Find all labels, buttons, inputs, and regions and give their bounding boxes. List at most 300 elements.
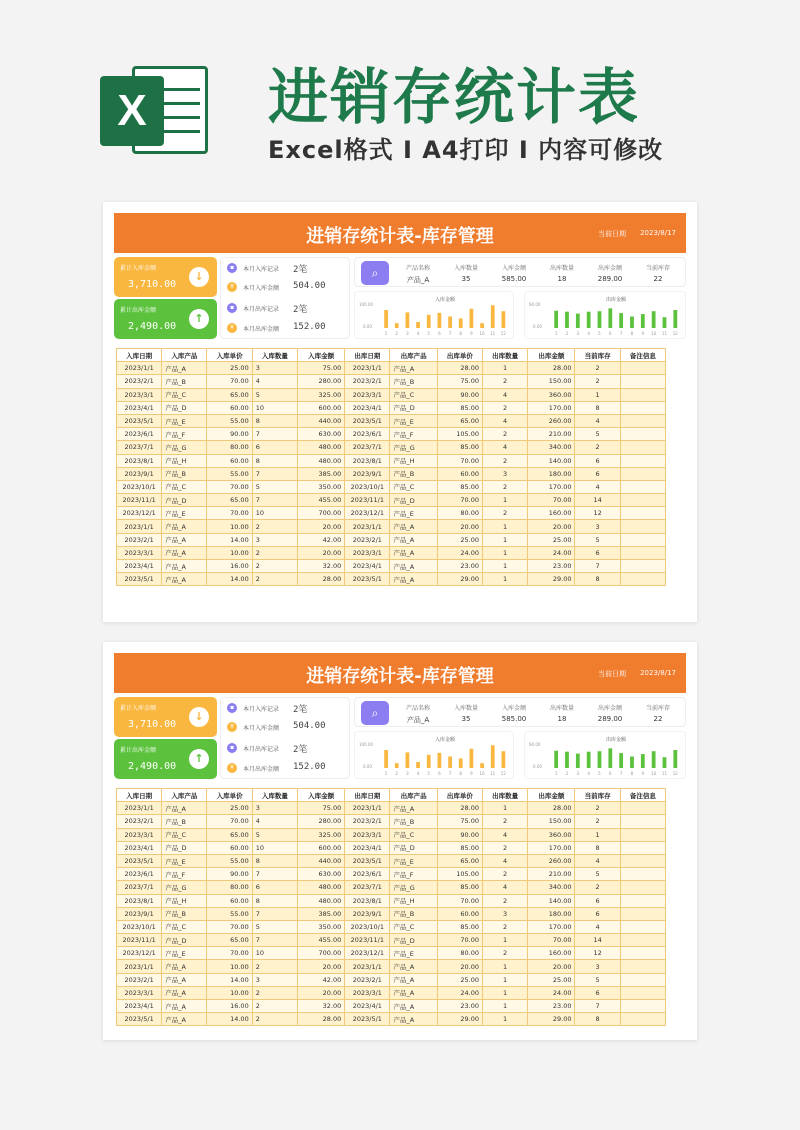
table-cell[interactable] [620, 960, 665, 973]
table-cell[interactable]: 6 [252, 881, 297, 894]
table-cell[interactable]: 2023/7/1 [345, 881, 390, 894]
table-cell[interactable]: 4 [482, 881, 527, 894]
table-cell[interactable]: 16.00 [207, 560, 252, 573]
table-cell[interactable]: 280.00 [297, 375, 344, 388]
table-cell[interactable]: 70.00 [207, 815, 252, 828]
table-cell[interactable]: 2023/1/1 [117, 802, 162, 815]
table-cell[interactable]: 2023/1/1 [345, 520, 390, 533]
table-cell[interactable] [620, 947, 665, 960]
table-cell[interactable]: 4 [575, 480, 620, 493]
table-cell[interactable]: 2023/10/1 [345, 480, 390, 493]
table-cell[interactable]: 60.00 [207, 454, 252, 467]
table-cell[interactable]: 360.00 [528, 388, 575, 401]
table-cell[interactable]: 产品_D [162, 934, 207, 947]
table-cell[interactable]: 产品_C [390, 920, 437, 933]
table-cell[interactable]: 5 [575, 533, 620, 546]
table-cell[interactable]: 29.00 [437, 573, 482, 586]
table-cell[interactable]: 5 [252, 920, 297, 933]
table-cell[interactable]: 4 [482, 441, 527, 454]
magnifier-icon[interactable]: ⌕ [361, 701, 389, 725]
table-cell[interactable]: 2023/11/1 [117, 934, 162, 947]
table-cell[interactable]: 2023/3/1 [117, 828, 162, 841]
table-cell[interactable]: 8 [252, 854, 297, 867]
table-cell[interactable]: 80.00 [207, 881, 252, 894]
table-cell[interactable] [620, 920, 665, 933]
table-cell[interactable]: 150.00 [528, 815, 575, 828]
table-cell[interactable]: 2 [482, 868, 527, 881]
table-cell[interactable]: 10.00 [207, 986, 252, 999]
table-cell[interactable]: 20.00 [437, 520, 482, 533]
table-cell[interactable]: 20.00 [437, 960, 482, 973]
table-cell[interactable]: 32.00 [297, 560, 344, 573]
table-cell[interactable]: 产品_C [162, 828, 207, 841]
table-cell[interactable]: 3 [252, 973, 297, 986]
table-cell[interactable]: 28.00 [528, 362, 575, 375]
table-cell[interactable] [620, 868, 665, 881]
table-cell[interactable] [620, 494, 665, 507]
table-cell[interactable]: 1 [482, 494, 527, 507]
table-cell[interactable]: 1 [482, 520, 527, 533]
table-cell[interactable]: 5 [575, 973, 620, 986]
table-cell[interactable]: 2023/8/1 [345, 894, 390, 907]
table-cell[interactable]: 65.00 [207, 934, 252, 947]
table-cell[interactable]: 产品_A [390, 546, 437, 559]
table-cell[interactable]: 32.00 [297, 1000, 344, 1013]
table-cell[interactable]: 480.00 [297, 894, 344, 907]
table-cell[interactable] [620, 546, 665, 559]
table-cell[interactable]: 8 [252, 894, 297, 907]
table-cell[interactable]: 2 [482, 894, 527, 907]
table-cell[interactable]: 2023/4/1 [345, 560, 390, 573]
table-cell[interactable]: 2023/2/1 [345, 973, 390, 986]
table-cell[interactable]: 55.00 [207, 414, 252, 427]
table-cell[interactable]: 25.00 [207, 362, 252, 375]
table-cell[interactable]: 3 [252, 533, 297, 546]
table-cell[interactable]: 150.00 [528, 375, 575, 388]
table-cell[interactable]: 产品_H [390, 454, 437, 467]
table-cell[interactable]: 1 [482, 546, 527, 559]
table-cell[interactable] [620, 375, 665, 388]
table-cell[interactable]: 210.00 [528, 868, 575, 881]
table-cell[interactable]: 10 [252, 841, 297, 854]
table-cell[interactable]: 6 [575, 546, 620, 559]
table-cell[interactable]: 3 [575, 960, 620, 973]
table-cell[interactable]: 90.00 [437, 388, 482, 401]
table-cell[interactable]: 2023/8/1 [117, 454, 162, 467]
table-cell[interactable]: 产品_B [390, 467, 437, 480]
table-cell[interactable]: 8 [575, 1013, 620, 1026]
table-cell[interactable]: 2 [575, 815, 620, 828]
table-cell[interactable]: 29.00 [437, 1013, 482, 1026]
table-cell[interactable]: 23.00 [528, 560, 575, 573]
table-cell[interactable]: 55.00 [207, 467, 252, 480]
table-cell[interactable]: 23.00 [437, 1000, 482, 1013]
table-cell[interactable]: 产品_C [162, 388, 207, 401]
table-cell[interactable]: 80.00 [437, 947, 482, 960]
table-cell[interactable]: 产品_D [162, 401, 207, 414]
table-cell[interactable]: 455.00 [297, 934, 344, 947]
table-cell[interactable]: 24.00 [437, 986, 482, 999]
table-cell[interactable]: 12 [575, 507, 620, 520]
table-cell[interactable]: 10 [252, 507, 297, 520]
table-cell[interactable]: 产品_A [390, 560, 437, 573]
table-cell[interactable] [620, 973, 665, 986]
table-cell[interactable]: 6 [575, 986, 620, 999]
table-cell[interactable]: 2023/3/1 [345, 828, 390, 841]
table-cell[interactable]: 1 [482, 1013, 527, 1026]
table-cell[interactable]: 2023/12/1 [345, 947, 390, 960]
table-cell[interactable]: 85.00 [437, 881, 482, 894]
table-cell[interactable]: 5 [252, 828, 297, 841]
table-cell[interactable]: 2023/5/1 [117, 854, 162, 867]
table-cell[interactable] [620, 362, 665, 375]
table-cell[interactable]: 85.00 [437, 401, 482, 414]
table-cell[interactable]: 385.00 [297, 467, 344, 480]
table-cell[interactable]: 6 [575, 907, 620, 920]
table-cell[interactable]: 产品_A [162, 520, 207, 533]
table-cell[interactable]: 2023/6/1 [117, 428, 162, 441]
table-cell[interactable]: 产品_A [162, 560, 207, 573]
table-cell[interactable]: 产品_D [162, 841, 207, 854]
table-cell[interactable]: 4 [252, 815, 297, 828]
table-cell[interactable]: 2023/12/1 [117, 947, 162, 960]
table-cell[interactable]: 产品_A [390, 362, 437, 375]
table-cell[interactable]: 2023/12/1 [345, 507, 390, 520]
table-cell[interactable] [620, 441, 665, 454]
table-cell[interactable]: 6 [575, 467, 620, 480]
table-cell[interactable]: 70.00 [437, 934, 482, 947]
table-cell[interactable]: 产品_B [162, 815, 207, 828]
table-cell[interactable]: 140.00 [528, 894, 575, 907]
table-cell[interactable]: 8 [575, 401, 620, 414]
table-cell[interactable]: 440.00 [297, 854, 344, 867]
table-cell[interactable]: 2023/5/1 [345, 414, 390, 427]
table-cell[interactable]: 170.00 [528, 920, 575, 933]
table-cell[interactable]: 85.00 [437, 920, 482, 933]
table-cell[interactable]: 2023/10/1 [345, 920, 390, 933]
table-cell[interactable]: 2023/5/1 [117, 1013, 162, 1026]
table-cell[interactable]: 2023/3/1 [345, 388, 390, 401]
table-cell[interactable]: 20.00 [297, 960, 344, 973]
table-cell[interactable]: 2023/3/1 [345, 986, 390, 999]
table-cell[interactable]: 2023/2/1 [345, 815, 390, 828]
table-cell[interactable]: 2023/9/1 [345, 467, 390, 480]
table-cell[interactable] [620, 815, 665, 828]
table-cell[interactable]: 2023/9/1 [345, 907, 390, 920]
table-cell[interactable]: 2023/9/1 [117, 467, 162, 480]
table-cell[interactable]: 2 [252, 960, 297, 973]
table-cell[interactable]: 2023/3/1 [117, 388, 162, 401]
table-cell[interactable]: 1 [482, 573, 527, 586]
table-cell[interactable]: 2023/5/1 [117, 414, 162, 427]
table-cell[interactable]: 2023/4/1 [117, 560, 162, 573]
table-cell[interactable]: 1 [482, 362, 527, 375]
table-cell[interactable]: 2023/2/1 [117, 973, 162, 986]
table-cell[interactable]: 产品_G [162, 881, 207, 894]
table-cell[interactable]: 28.00 [297, 1013, 344, 1026]
table-cell[interactable]: 350.00 [297, 480, 344, 493]
table-cell[interactable]: 产品_A [162, 802, 207, 815]
table-cell[interactable]: 2 [482, 841, 527, 854]
table-cell[interactable]: 2023/6/1 [117, 868, 162, 881]
table-cell[interactable]: 5 [575, 868, 620, 881]
table-cell[interactable]: 2023/2/1 [345, 375, 390, 388]
table-cell[interactable]: 2023/4/1 [345, 841, 390, 854]
table-cell[interactable] [620, 828, 665, 841]
table-cell[interactable]: 210.00 [528, 428, 575, 441]
table-cell[interactable]: 产品_A [162, 960, 207, 973]
table-cell[interactable]: 60.00 [207, 401, 252, 414]
table-cell[interactable]: 2 [482, 815, 527, 828]
table-cell[interactable]: 80.00 [207, 441, 252, 454]
table-cell[interactable]: 25.00 [528, 973, 575, 986]
table-cell[interactable]: 700.00 [297, 507, 344, 520]
table-cell[interactable]: 产品_A [162, 533, 207, 546]
table-cell[interactable]: 7 [575, 560, 620, 573]
table-cell[interactable]: 4 [482, 414, 527, 427]
table-cell[interactable]: 385.00 [297, 907, 344, 920]
table-cell[interactable]: 350.00 [297, 920, 344, 933]
table-cell[interactable]: 3 [575, 520, 620, 533]
table-cell[interactable] [620, 907, 665, 920]
table-cell[interactable]: 10.00 [207, 520, 252, 533]
table-cell[interactable]: 180.00 [528, 467, 575, 480]
table-cell[interactable] [620, 467, 665, 480]
table-cell[interactable]: 2023/5/1 [345, 1013, 390, 1026]
table-cell[interactable]: 1 [575, 828, 620, 841]
table-cell[interactable]: 4 [482, 828, 527, 841]
table-cell[interactable]: 3 [252, 362, 297, 375]
table-cell[interactable]: 24.00 [528, 546, 575, 559]
table-cell[interactable]: 170.00 [528, 401, 575, 414]
table-cell[interactable]: 65.00 [207, 388, 252, 401]
table-cell[interactable]: 2023/4/1 [117, 1000, 162, 1013]
table-cell[interactable]: 12 [575, 947, 620, 960]
table-cell[interactable]: 产品_C [390, 480, 437, 493]
table-cell[interactable]: 20.00 [528, 520, 575, 533]
table-cell[interactable]: 2023/2/1 [345, 533, 390, 546]
table-cell[interactable]: 2023/4/1 [117, 401, 162, 414]
table-cell[interactable]: 24.00 [437, 546, 482, 559]
table-cell[interactable]: 2023/7/1 [345, 441, 390, 454]
table-cell[interactable]: 14.00 [207, 573, 252, 586]
table-cell[interactable]: 2 [252, 573, 297, 586]
table-cell[interactable]: 产品_H [162, 454, 207, 467]
table-cell[interactable]: 4 [252, 375, 297, 388]
table-cell[interactable]: 产品_A [390, 986, 437, 999]
table-cell[interactable]: 90.00 [437, 828, 482, 841]
table-cell[interactable]: 产品_E [162, 947, 207, 960]
table-cell[interactable]: 1 [482, 533, 527, 546]
table-cell[interactable]: 180.00 [528, 907, 575, 920]
table-cell[interactable]: 产品_B [162, 375, 207, 388]
table-cell[interactable]: 2023/5/1 [117, 573, 162, 586]
table-cell[interactable]: 14.00 [207, 1013, 252, 1026]
table-cell[interactable]: 产品_H [390, 894, 437, 907]
table-cell[interactable]: 产品_E [390, 947, 437, 960]
table-cell[interactable]: 60.00 [207, 894, 252, 907]
table-cell[interactable]: 产品_C [162, 480, 207, 493]
table-cell[interactable]: 2023/1/1 [117, 520, 162, 533]
table-cell[interactable]: 75.00 [437, 375, 482, 388]
table-cell[interactable]: 2023/11/1 [345, 934, 390, 947]
table-cell[interactable]: 8 [252, 414, 297, 427]
table-cell[interactable]: 10 [252, 401, 297, 414]
magnifier-icon[interactable]: ⌕ [361, 261, 389, 285]
table-cell[interactable]: 2023/3/1 [117, 546, 162, 559]
table-cell[interactable]: 1 [482, 986, 527, 999]
table-cell[interactable]: 8 [575, 573, 620, 586]
table-cell[interactable]: 600.00 [297, 401, 344, 414]
table-cell[interactable]: 2023/2/1 [117, 815, 162, 828]
table-cell[interactable]: 2 [482, 507, 527, 520]
table-cell[interactable]: 产品_B [162, 467, 207, 480]
table-cell[interactable]: 105.00 [437, 868, 482, 881]
table-cell[interactable] [620, 480, 665, 493]
table-cell[interactable]: 2 [575, 802, 620, 815]
table-cell[interactable] [620, 388, 665, 401]
table-cell[interactable]: 160.00 [528, 507, 575, 520]
table-cell[interactable]: 产品_A [390, 960, 437, 973]
table-cell[interactable] [620, 841, 665, 854]
table-cell[interactable]: 260.00 [528, 854, 575, 867]
table-cell[interactable]: 70.00 [207, 920, 252, 933]
table-cell[interactable] [620, 986, 665, 999]
table-cell[interactable]: 产品_F [390, 868, 437, 881]
table-cell[interactable]: 3 [482, 467, 527, 480]
table-cell[interactable]: 1 [575, 388, 620, 401]
table-cell[interactable]: 2 [482, 920, 527, 933]
table-cell[interactable]: 455.00 [297, 494, 344, 507]
table-cell[interactable]: 8 [575, 841, 620, 854]
table-cell[interactable]: 2 [252, 1013, 297, 1026]
table-cell[interactable]: 1 [482, 560, 527, 573]
table-cell[interactable] [620, 520, 665, 533]
table-cell[interactable]: 65.00 [437, 414, 482, 427]
table-cell[interactable]: 7 [252, 494, 297, 507]
table-cell[interactable]: 20.00 [297, 520, 344, 533]
table-cell[interactable]: 6 [575, 454, 620, 467]
table-cell[interactable] [620, 1000, 665, 1013]
table-cell[interactable]: 70.00 [437, 494, 482, 507]
table-cell[interactable]: 70.00 [437, 894, 482, 907]
table-cell[interactable]: 1 [482, 960, 527, 973]
table-cell[interactable]: 2023/7/1 [117, 441, 162, 454]
table-cell[interactable]: 2 [252, 520, 297, 533]
table-cell[interactable]: 产品_E [162, 507, 207, 520]
table-cell[interactable]: 产品_F [162, 428, 207, 441]
table-cell[interactable]: 2 [252, 986, 297, 999]
table-cell[interactable]: 7 [252, 467, 297, 480]
table-cell[interactable]: 20.00 [297, 546, 344, 559]
table-cell[interactable] [620, 454, 665, 467]
table-cell[interactable]: 1 [482, 934, 527, 947]
table-cell[interactable]: 480.00 [297, 441, 344, 454]
table-cell[interactable]: 2023/8/1 [345, 454, 390, 467]
table-cell[interactable]: 70.00 [437, 454, 482, 467]
table-cell[interactable]: 2023/5/1 [345, 573, 390, 586]
table-cell[interactable]: 630.00 [297, 428, 344, 441]
table-cell[interactable]: 140.00 [528, 454, 575, 467]
table-cell[interactable]: 2 [482, 480, 527, 493]
table-cell[interactable]: 2023/1/1 [117, 960, 162, 973]
table-cell[interactable]: 产品_A [162, 362, 207, 375]
table-cell[interactable]: 产品_H [162, 894, 207, 907]
table-cell[interactable]: 14.00 [207, 973, 252, 986]
table-cell[interactable]: 2023/6/1 [345, 868, 390, 881]
table-cell[interactable]: 600.00 [297, 841, 344, 854]
table-cell[interactable]: 340.00 [528, 441, 575, 454]
table-cell[interactable]: 4 [482, 388, 527, 401]
table-cell[interactable]: 2023/9/1 [117, 907, 162, 920]
table-cell[interactable]: 7 [575, 1000, 620, 1013]
table-cell[interactable]: 28.00 [437, 802, 482, 815]
table-cell[interactable]: 产品_F [390, 428, 437, 441]
table-cell[interactable]: 产品_C [390, 388, 437, 401]
table-cell[interactable]: 10.00 [207, 960, 252, 973]
table-cell[interactable]: 2023/8/1 [117, 894, 162, 907]
table-cell[interactable]: 325.00 [297, 388, 344, 401]
table-cell[interactable]: 14 [575, 494, 620, 507]
table-cell[interactable]: 产品_A [162, 1013, 207, 1026]
table-cell[interactable] [620, 802, 665, 815]
table-cell[interactable]: 2023/1/1 [345, 802, 390, 815]
table-cell[interactable]: 55.00 [207, 854, 252, 867]
table-cell[interactable]: 3 [482, 907, 527, 920]
table-cell[interactable]: 630.00 [297, 868, 344, 881]
table-cell[interactable]: 700.00 [297, 947, 344, 960]
table-cell[interactable]: 6 [252, 441, 297, 454]
table-cell[interactable]: 2 [575, 881, 620, 894]
table-cell[interactable]: 7 [252, 934, 297, 947]
table-cell[interactable]: 2023/4/1 [345, 401, 390, 414]
table-cell[interactable]: 4 [575, 920, 620, 933]
table-cell[interactable]: 5 [575, 428, 620, 441]
table-cell[interactable]: 2023/7/1 [117, 881, 162, 894]
table-cell[interactable]: 2023/10/1 [117, 920, 162, 933]
table-cell[interactable]: 产品_G [162, 441, 207, 454]
table-cell[interactable] [620, 894, 665, 907]
table-cell[interactable] [620, 507, 665, 520]
table-cell[interactable]: 25.00 [207, 802, 252, 815]
table-cell[interactable]: 75.00 [297, 362, 344, 375]
table-cell[interactable]: 1 [482, 802, 527, 815]
table-cell[interactable]: 340.00 [528, 881, 575, 894]
table-cell[interactable]: 产品_A [162, 973, 207, 986]
table-cell[interactable] [620, 533, 665, 546]
table-cell[interactable]: 产品_B [390, 815, 437, 828]
table-cell[interactable]: 产品_A [390, 533, 437, 546]
table-cell[interactable]: 5 [252, 480, 297, 493]
table-cell[interactable]: 产品_E [162, 854, 207, 867]
table-cell[interactable]: 产品_A [390, 1000, 437, 1013]
table-cell[interactable]: 5 [252, 388, 297, 401]
table-cell[interactable]: 65.00 [437, 854, 482, 867]
table-cell[interactable]: 产品_E [390, 854, 437, 867]
table-cell[interactable]: 260.00 [528, 414, 575, 427]
table-cell[interactable]: 产品_A [162, 986, 207, 999]
table-cell[interactable]: 产品_E [390, 507, 437, 520]
table-cell[interactable]: 2023/12/1 [117, 507, 162, 520]
table-cell[interactable]: 产品_A [162, 573, 207, 586]
table-cell[interactable]: 2023/6/1 [345, 428, 390, 441]
table-cell[interactable]: 产品_B [162, 907, 207, 920]
table-cell[interactable]: 8 [252, 454, 297, 467]
table-cell[interactable]: 85.00 [437, 480, 482, 493]
table-cell[interactable]: 60.00 [437, 467, 482, 480]
table-cell[interactable]: 7 [252, 907, 297, 920]
product-select-value[interactable]: 产品_A [406, 276, 430, 284]
